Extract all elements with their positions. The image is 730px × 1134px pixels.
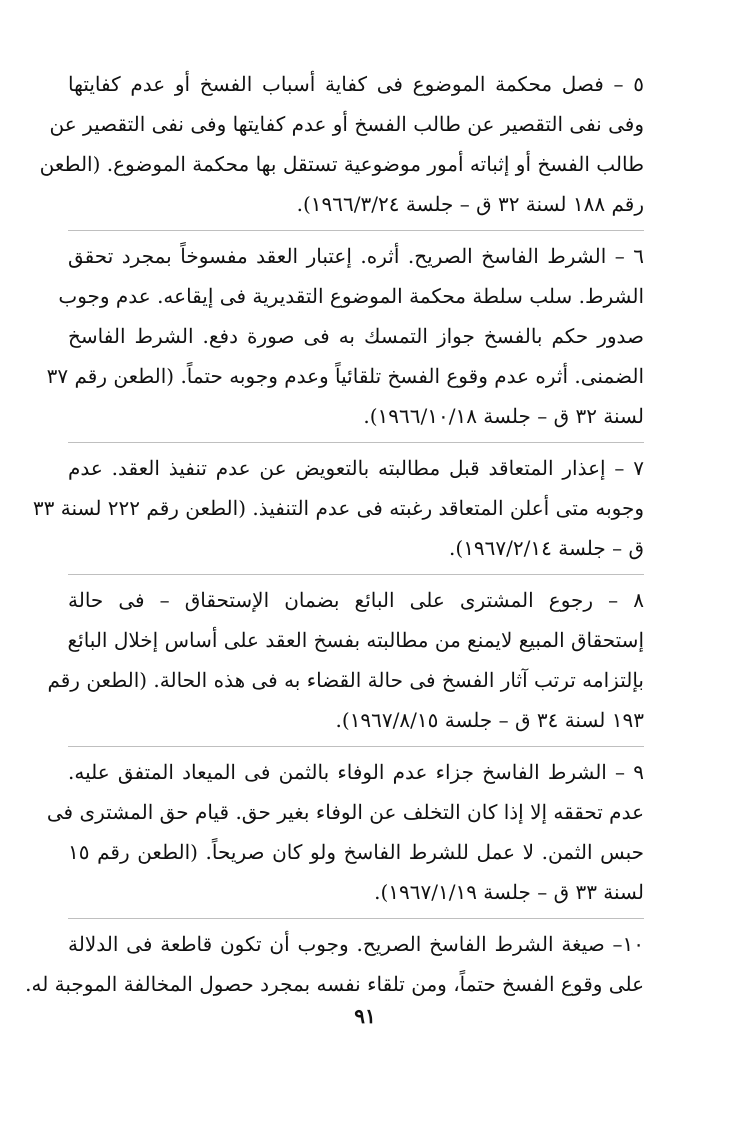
- separator-rule: [68, 442, 644, 443]
- ruling-entry-7: [32, 448, 644, 568]
- ruling-entry-6: [46, 236, 644, 436]
- entry-line: ٧ – إعذار المتعاقد قبل مطالبته بالتعويض عن عدم تنفيذ العقد. عدم: [68, 456, 644, 480]
- separator-rule: [68, 230, 644, 231]
- entry-line: الشرط. سلب سلطة محكمة الموضوع التقديرية فى إيقاعه. عدم وجوب: [58, 284, 644, 308]
- entry-line: حبس الثمن. لا عمل للشرط الفاسخ ولو كان صريحاً. (الطعن رقم ١٥: [68, 840, 644, 864]
- ruling-entry-5: [39, 64, 644, 224]
- entry-line: صدور حكم بالفسخ جواز التمسك به فى صورة دفع. الشرط الفاسخ: [68, 324, 644, 348]
- entry-line: ق – جلسة ١٩٦٧/٢/١٤).: [449, 536, 644, 560]
- ruling-entry-9: [46, 752, 644, 912]
- separator-rule: [68, 746, 644, 747]
- separator-rule: [68, 574, 644, 575]
- separator-rule: [68, 918, 644, 919]
- entry-line: ٩ – الشرط الفاسخ جزاء عدم الوفاء بالثمن فى الميعاد المتفق عليه.: [68, 760, 644, 784]
- entry-line: ١٠– صيغة الشرط الفاسخ الصريح. وجوب أن تكون قاطعة فى الدلالة: [68, 932, 644, 956]
- ruling-entry-10: [25, 924, 644, 1004]
- entry-line: ٦ – الشرط الفاسخ الصريح. أثره. إعتبار العقد مفسوخاً بمجرد تحقق: [68, 244, 644, 268]
- entry-line: بإلتزامه ترتب آثار الفسخ فى حالة القضاء به فى هذه الحالة. (الطعن رقم: [47, 668, 644, 692]
- entry-line: على وقوع الفسخ حتماً، ومن تلقاء نفسه بمجرد حصول المخالفة الموجبة له.: [25, 972, 644, 996]
- entry-line: ١٩٣ لسنة ٣٤ ق – جلسة ١٩٦٧/٨/١٥).: [335, 708, 644, 732]
- entry-line: عدم تحققه إلا إذا كان التخلف عن الوفاء بغير حق. قيام حق المشترى فى: [46, 800, 644, 824]
- entry-line: رقم ١٨٨ لسنة ٣٢ ق – جلسة ١٩٦٦/٣/٢٤).: [296, 192, 644, 216]
- entry-line: لسنة ٣٣ ق – جلسة ١٩٦٧/١/١٩).: [374, 880, 644, 904]
- page-body: [25, 64, 644, 1016]
- entry-line: طالب الفسخ أو إثباته أمور موضوعية تستقل بها محكمة الموضوع. (الطعن: [39, 152, 644, 176]
- entry-line: إستحقاق المبيع لايمنع من مطالبته بفسخ العقد على أساس إخلال البائع: [67, 628, 644, 652]
- entry-line: وفى نفى التقصير عن طالب الفسخ أو عدم كفايتها وفى نفى التقصير عن: [49, 112, 644, 136]
- entry-line: وجوبه متى أعلن المتعاقد رغبته فى عدم التنفيذ. (الطعن رقم ٢٢٢ لسنة ٣٣: [32, 496, 644, 520]
- page-number: ٩١: [354, 1004, 376, 1028]
- entry-line: ٨ – رجوع المشترى على البائع بضمان الإستحقاق – فى حالة: [68, 588, 644, 612]
- entry-line: ٥ – فصل محكمة الموضوع فى كفاية أسباب الفسخ أو عدم كفايتها: [68, 72, 644, 96]
- entry-line: الضمنى. أثره عدم وقوع الفسخ تلقائياً وعدم وجوبه حتماً. (الطعن رقم ٣٧: [46, 364, 644, 388]
- entry-line: لسنة ٣٢ ق – جلسة ١٩٦٦/١٠/١٨).: [363, 404, 644, 428]
- ruling-entry-8: [47, 580, 644, 740]
